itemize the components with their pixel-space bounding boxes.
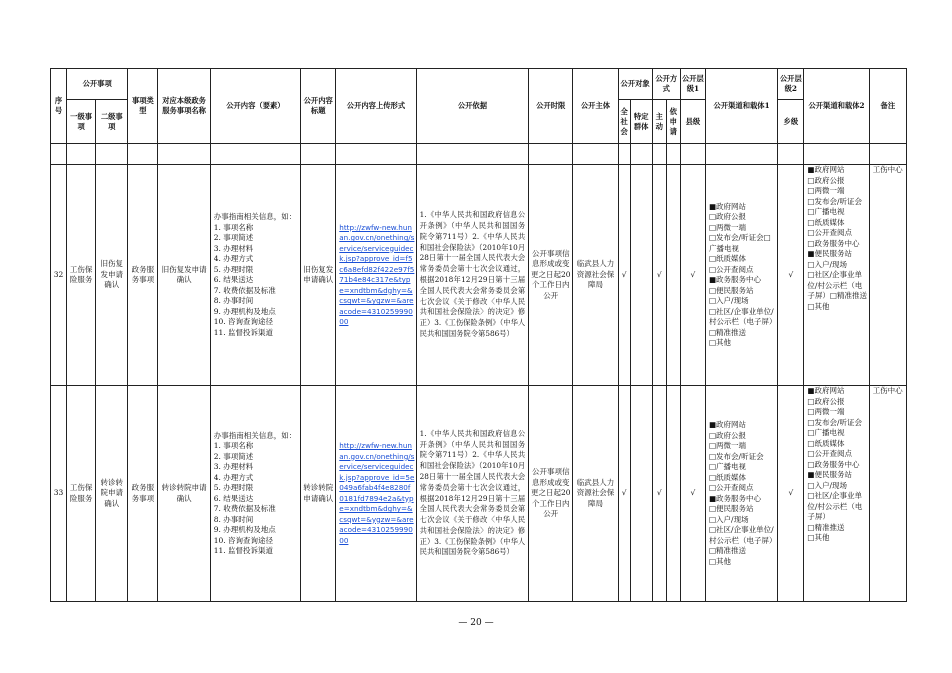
list-line: □政府公报 [708, 212, 747, 221]
list-line: □社区/企事业单位/村公示栏（电子屏） [708, 525, 777, 545]
list-line: □政府公报 [807, 396, 845, 406]
row-service-name: 旧伤复发申请确认 [158, 165, 210, 386]
row-seq: 32 [51, 165, 67, 386]
row-method-active: √ [652, 165, 666, 386]
list-line: 5. 办理时限 [213, 483, 254, 492]
header-tier1: 公开层级1 [680, 69, 705, 100]
header-channel1: 公开渠道和载体1 [705, 69, 777, 144]
list-line: ■政务服务中心 [708, 275, 762, 284]
list-line: □两微一端 [807, 186, 845, 195]
list-line: □广播电视 [807, 428, 845, 437]
row-target-specific [630, 165, 652, 386]
row-upload-link[interactable]: http://zwfw-new.hunan.gov.cn/onething/service/serviceguideck.jsp?approve_id=f5c6a8efd82f422e97f571b4e84c317e&type=xndtbm&dghy=&csqwt=&ygzw=&areacode=431025999000 [336, 165, 416, 386]
list-line: □便民服务站 [708, 285, 754, 295]
row-time-limit: 公开事项信息形成或变更之日起20个工作日内公开 [529, 386, 573, 602]
header-method: 公开方式 [652, 69, 680, 100]
list-line: □政务服务中心 [807, 459, 860, 469]
header-method-request: 依申请 [666, 100, 680, 144]
list-line: □发布会/听证会 [807, 196, 863, 206]
list-line: □发布会/听证会 [807, 417, 863, 427]
header-subject: 公开主体 [573, 69, 618, 144]
list-line: □公开查阅点 [807, 228, 852, 237]
row-upload-link[interactable]: http://zwfw-new.hunan.gov.cn/onething/service/serviceguideck.jsp?approve_id=5e049a6fab4f4e8280f0181fd7894e2a&type=xndtbm&dghy=&csqwt=&ygzw=&areacode=431025999000 [336, 386, 416, 602]
list-line: ■政府网站 [807, 165, 845, 174]
list-line: 办事指南相关信息，如： [213, 430, 297, 440]
header-method-active: 主动 [652, 100, 666, 144]
list-line: □两微一端 [807, 407, 845, 416]
row-level1: 工伤保险服务 [67, 386, 96, 602]
row-remark: 工伤中心 [869, 386, 906, 602]
row-subject: 临武县人力资源社会保障局 [573, 386, 618, 602]
header-content: 公开内容（要素） [210, 69, 300, 144]
list-line: □社区/企事业单位/村公示栏（电子屏） [807, 491, 863, 521]
header-public-item: 公开事项 [67, 69, 128, 100]
list-line: ■便民服务站 [807, 249, 852, 258]
row-level2: 转诊转院申请确认 [96, 386, 128, 602]
header-level2: 二级事项 [96, 100, 128, 144]
list-line: 4. 办理方式 [213, 254, 254, 263]
list-line: □政府公报 [807, 175, 845, 185]
list-line: □纸质媒体 [807, 438, 845, 448]
list-line: □公开查阅点 [708, 483, 754, 492]
header-content-title: 公开内容标题 [301, 69, 336, 144]
list-line: □纸质媒体 [708, 472, 747, 482]
list-line: 8. 办事时间 [213, 514, 254, 524]
row-content [210, 386, 300, 602]
list-line: 10. 咨询查询途径 [213, 535, 274, 545]
row-channel1 [705, 386, 777, 602]
list-line: □其他 [807, 533, 830, 542]
list-line: □其他 [708, 338, 732, 347]
row-basis: 1.《中华人民共和国政府信息公开条例》（中华人民共和国国务院令第711号）2.《中华人民共和国社会保险法》（2010年10月28日第十一届全国人民代表大会常务委员会第十七次会议通过，根据2018年12月29日第十三届全国人民代表大会常务委员会第七次会议《关于修改〈中华人民共和国社会保险法〉的决定》修正）3.《工伤保险条例》（中华人民共和国国务院令第586号） [416, 386, 529, 602]
row-method-active: √ [652, 386, 666, 602]
row-method-request [666, 165, 680, 386]
list-line: □发布会/听证会□广播电视 [708, 233, 771, 253]
row-target-all: √ [618, 386, 630, 602]
list-line: 7. 收费依据及标准 [213, 285, 276, 295]
header-level1: 一级事项 [67, 100, 96, 144]
header-tier2-town: 乡级 [778, 100, 804, 144]
list-line: □两微一端 [708, 441, 747, 450]
list-line: 7. 收费依据及标准 [213, 504, 276, 513]
page-number: — 20 — [458, 618, 494, 628]
list-line: □入户/现场 [708, 514, 749, 524]
list-line: ■便民服务站 [807, 470, 852, 479]
row-seq: 33 [51, 386, 67, 602]
row-level1: 工伤保险服务 [67, 165, 96, 386]
list-line: 2. 事项简述 [213, 451, 254, 461]
row-method-request [666, 386, 680, 602]
header-target: 公开对象 [618, 69, 652, 100]
list-line: 3. 办理材料 [213, 243, 254, 253]
row-content-title: 旧伤复发申请确认 [301, 165, 336, 386]
list-line: 6. 结果送达 [213, 493, 254, 503]
list-line: □入户/现场 [807, 259, 848, 269]
row-time-limit: 公开事项信息形成或变更之日起20个工作日内公开 [529, 165, 573, 386]
header-time-limit: 公开时限 [529, 69, 573, 144]
list-line: □发布会/听证会 [708, 451, 764, 461]
list-line: 6. 结果送达 [213, 275, 254, 284]
row-target-all: √ [618, 165, 630, 386]
list-line: □政务服务中心 [807, 238, 860, 248]
list-line: ■政府网站 [807, 386, 845, 395]
list-line: □入户/现场 [807, 480, 848, 490]
list-line: 2. 事项简述 [213, 233, 254, 242]
list-line: □两微一端 [708, 222, 747, 232]
row-tier1: √ [680, 386, 705, 602]
list-line: □便民服务站 [708, 504, 754, 513]
table-row [51, 386, 907, 602]
header-target-all: 全社会 [618, 100, 630, 144]
list-line: 1. 事项名称 [213, 222, 254, 232]
header-tier1-county: 县级 [680, 100, 705, 144]
row-basis: 1.《中华人民共和国政府信息公开条例》（中华人民共和国国务院令第711号）2.《中华人民共和国社会保险法》（2010年10月28日第十一届全国人民代表大会常务委员会第十七次会议通过，根据2018年12月29日第十三届全国人民代表大会常务委员会第七次会议《关于修改〈中华人民共和国社会保险法〉的决定》修正）3.《工伤保险条例》（中华人民共和国国务院令第586号） [416, 165, 529, 386]
list-line: 8. 办事时间 [213, 296, 254, 305]
row-target-specific [630, 386, 652, 602]
row-tier2: √ [778, 386, 804, 602]
list-line: 11. 监督投诉渠道 [213, 327, 274, 337]
list-line: □公开查阅点 [708, 264, 754, 274]
list-line: 4. 办理方式 [213, 472, 254, 482]
list-line: 办事指南相关信息，如： [213, 212, 297, 221]
list-line: □广播电视 [807, 207, 845, 216]
list-line: 9. 办理机构及地点 [213, 306, 276, 316]
table-row [51, 165, 907, 386]
header-item-type: 事项类型 [128, 69, 158, 144]
list-line: 10. 咨询查询途径 [213, 317, 274, 326]
list-line: ■政务服务中心 [708, 493, 762, 503]
header-channel2: 公开渠道和载体2 [804, 69, 869, 144]
header-seq: 序号 [51, 69, 67, 144]
row-content-title: 转诊转院申请确认 [301, 386, 336, 602]
list-line: □其他 [708, 556, 732, 566]
list-line: 1. 事项名称 [213, 441, 254, 450]
header-service-name: 对应本级政务服务事项名称 [158, 69, 210, 144]
row-item-type: 政务服务事项 [128, 386, 158, 602]
row-item-type: 政务服务事项 [128, 165, 158, 386]
list-line: ■政府网站 [708, 420, 747, 429]
list-line: □精准推送 [708, 546, 747, 555]
row-channel2 [804, 386, 869, 602]
list-line: □社区/企事业单位/村公示栏（电子屏）□精准推送 □其他 [807, 270, 875, 311]
list-line: □公开查阅点 [807, 449, 852, 458]
row-tier2: √ [778, 165, 804, 386]
list-line: 9. 办理机构及地点 [213, 525, 276, 534]
list-line: □精准推送 [708, 327, 747, 337]
list-line: □广播电视 [708, 462, 747, 471]
row-service-name: 转诊转院申请确认 [158, 386, 210, 602]
row-tier1: √ [680, 165, 705, 386]
list-line: 11. 监督投诉渠道 [213, 546, 274, 555]
list-line: □纸质媒体 [708, 254, 747, 263]
header-target-specific: 特定群体 [630, 100, 652, 144]
row-remark: 工伤中心 [869, 165, 906, 386]
list-line: □纸质媒体 [807, 217, 845, 227]
row-channel1 [705, 165, 777, 386]
row-subject: 临武县人力资源社会保障局 [573, 165, 618, 386]
list-line: □社区/企事业单位/村公示栏（电子屏） [708, 306, 777, 326]
header-basis: 公开依据 [416, 69, 529, 144]
header-upload-form: 公开内容上传形式 [336, 69, 416, 144]
header-tier2: 公开层级2 [778, 69, 804, 100]
disclosure-table [50, 68, 907, 602]
list-line: 3. 办理材料 [213, 462, 254, 471]
list-line: ■政府网站 [708, 201, 747, 211]
list-line: 5. 办理时限 [213, 264, 254, 274]
row-channel2 [804, 165, 875, 386]
row-level2: 旧伤复发申请确认 [96, 165, 128, 386]
list-line: □入户/现场 [708, 296, 749, 305]
list-line: □精准推送 [807, 522, 845, 532]
header-remark: 备注 [869, 69, 906, 144]
list-line: □政府公报 [708, 430, 747, 440]
spacer-row [51, 144, 907, 165]
row-content [210, 165, 300, 386]
